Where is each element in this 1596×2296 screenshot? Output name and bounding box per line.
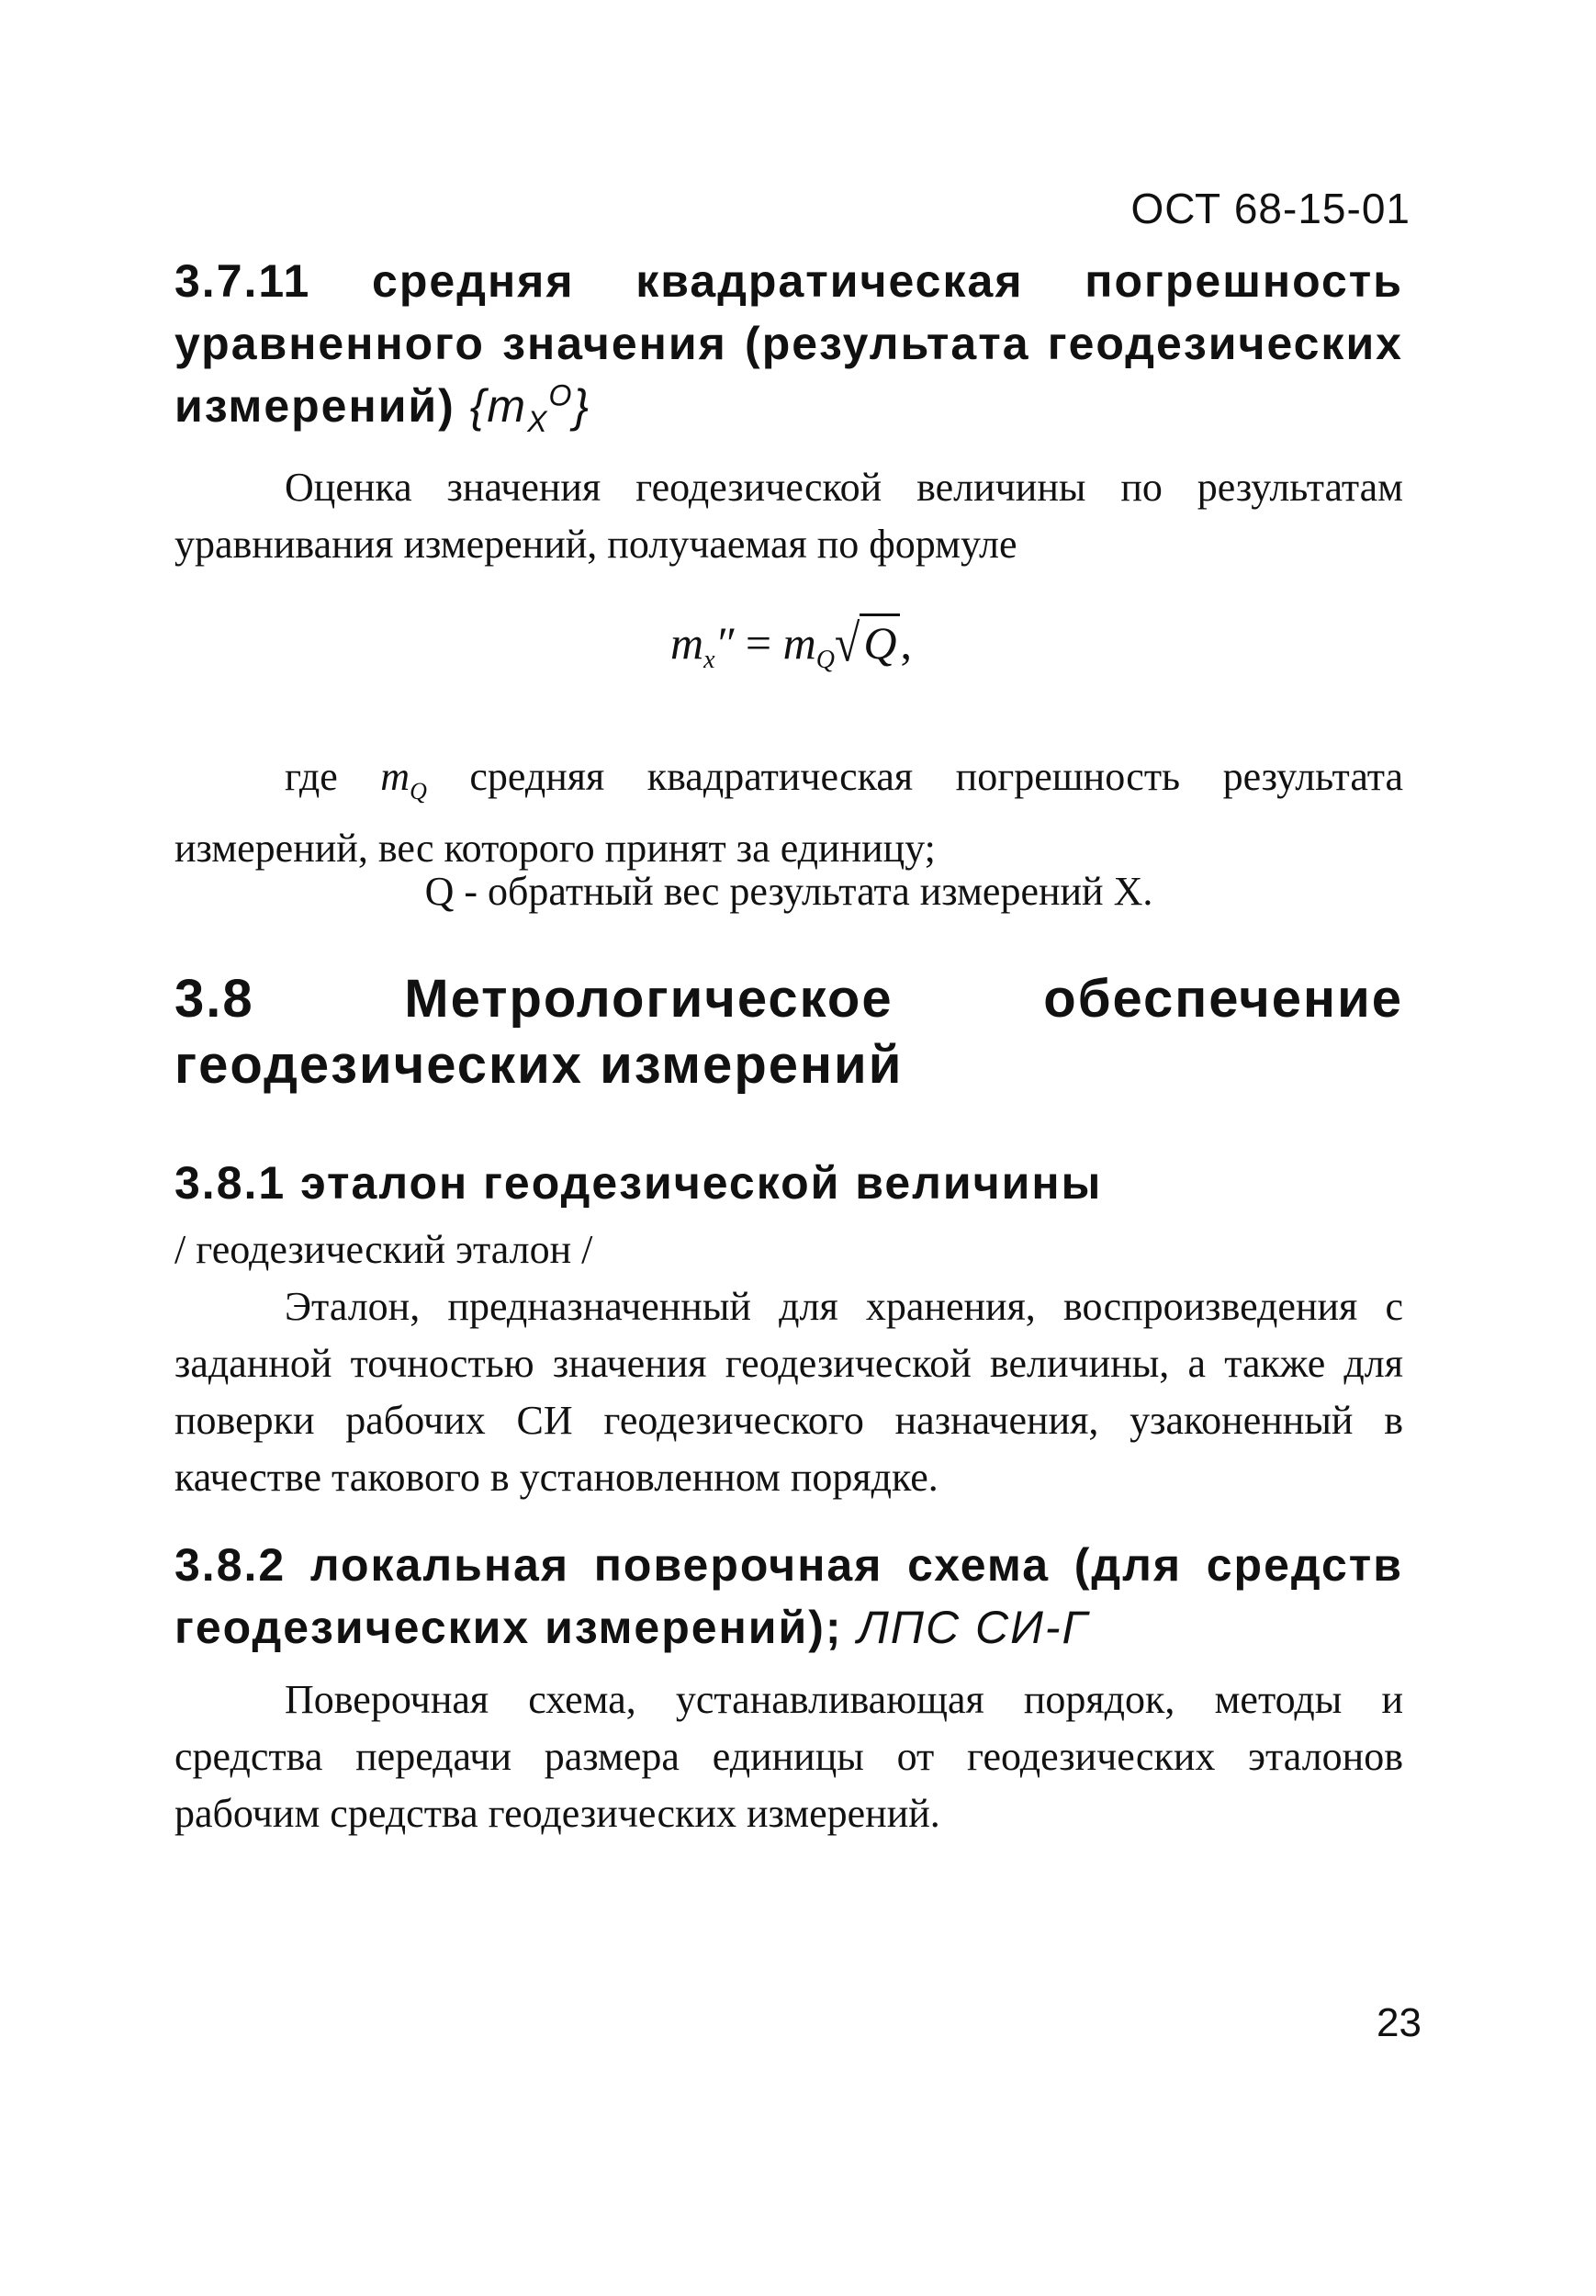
term-abbreviation: ЛПС СИ-Г: [857, 1602, 1089, 1653]
term-heading-3-8-2: [174, 1534, 1403, 1659]
term-heading-text: 3.8.2 локальная поверочная схема (для средств геодезических измерений);: [174, 1539, 1403, 1653]
term-heading-3-7-11: [174, 250, 1403, 437]
term-synonym-3-8-1: / геодезический эталон /: [174, 1227, 593, 1272]
term-symbol: $\{m_X^O\}$: [469, 378, 591, 438]
term-definition-3-8-2: Поверочная схема, устанавливающая порядок, методы и средства передачи размера единицы от геодезических эталонов рабочим средства геодезических измерений.: [174, 1677, 1403, 1836]
term-definition-3-8-1: Эталон, предназначенный для хранения, воспроизведения с заданной точностью значения геодезической величины, а также для поверки рабочих СИ геодезического назначения, узаконенный в качестве такового в установленном порядке.: [174, 1284, 1403, 1500]
square-root: √Q: [835, 613, 901, 670]
term-heading-3-8-1: 3.8.1 эталон геодезической величины: [174, 1157, 1103, 1209]
document-code: ОСТ 68-15-01: [1130, 185, 1411, 232]
page-number: 23: [1377, 2000, 1422, 2045]
symbol-mq: $m_Q$: [380, 754, 427, 805]
formula: $m_x'' = m_Q√Q$,: [670, 613, 912, 674]
q-explanation: Q - обратный вес результата измерений X.: [424, 869, 1153, 914]
term-definition-3-7-11: Оценка значения геодезической величины по результатам уравнивания измерений, получаемая по формуле: [174, 465, 1403, 567]
formula-explanation: где $m_Q$ средняя квадратическая погрешность результата измерений, вес которого принят за единицу;: [174, 754, 1403, 871]
section-heading-3-8: 3.8 Метрологическое обеспечение геодезических измерений: [174, 969, 1403, 1095]
term-heading-text: 3.7.11 средняя квадратическая погрешность уравненного значения (результата геодезических измерений): [174, 255, 1403, 432]
